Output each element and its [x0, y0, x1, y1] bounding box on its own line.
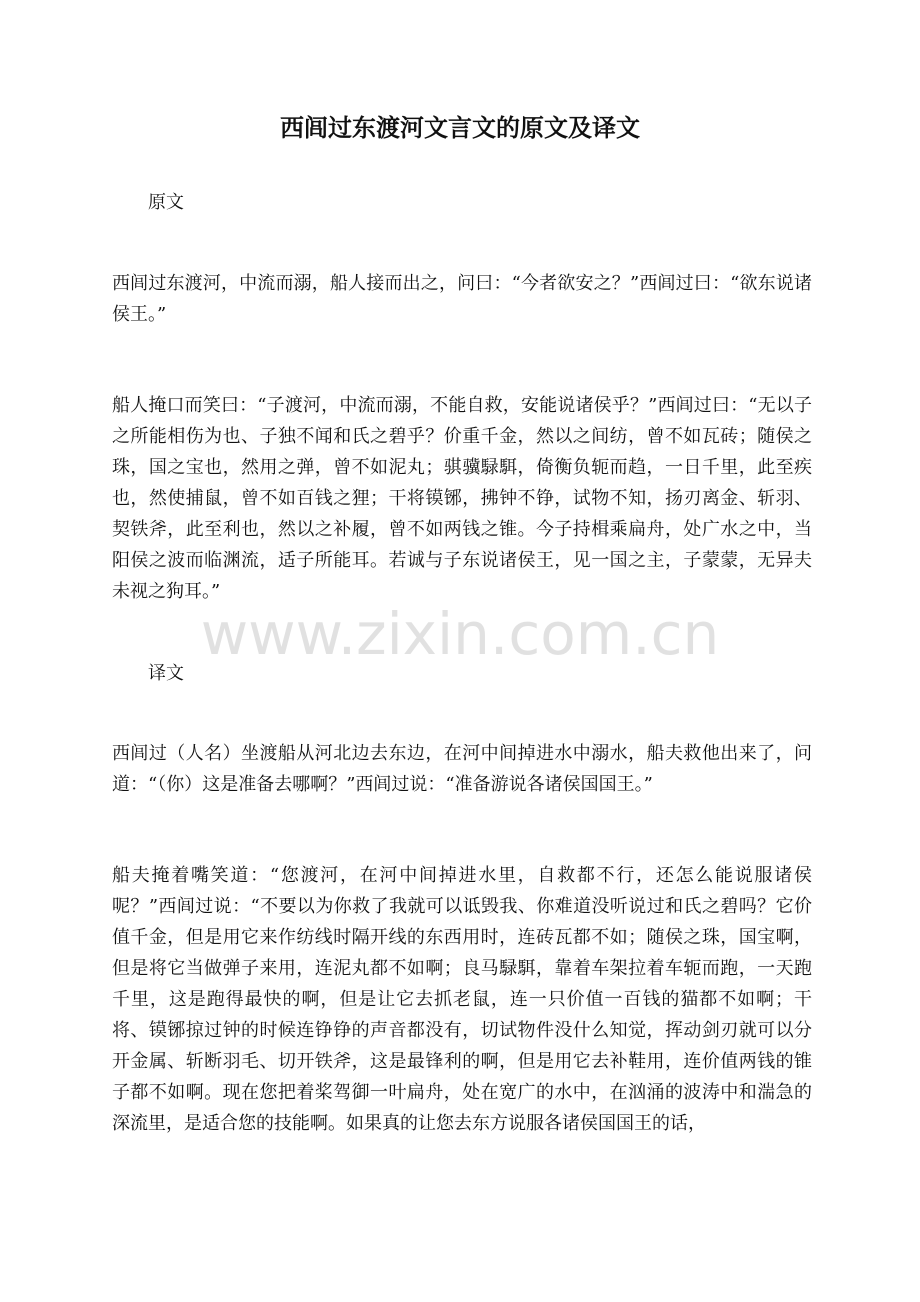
translation-paragraph-1: 西闾过（人名）坐渡船从河北边去东边，在河中间掉进水中溺水，船夫救他出来了，问道：“（你）这是准备去哪啊？”西闾过说：“准备游说各诸侯国国王。” — [112, 743, 812, 795]
translation-heading: 译文 — [148, 663, 184, 684]
document-title: 西闾过东渡河文言文的原文及译文 — [280, 113, 640, 142]
original-paragraph-1: 西闾过东渡河，中流而溺，船人接而出之，问曰：“今者欲安之？”西闾过曰：“欲东说诸侯王。” — [112, 273, 812, 325]
original-paragraph-2: 船人掩口而笑曰：“子渡河，中流而溺，不能自救，安能说诸侯乎？”西闾过曰：“无以子之所能相伤为也、子独不闻和氏之碧乎？价重千金，然以之间纺，曾不如瓦砖；随侯之珠，国之宝也，然用之弹，曾不如泥丸；骐骥騄駬，倚衡负轭而趋，一日千里，此至疾也，然使捕鼠，曾不如百钱之狸；干将镆铘，拂钟不铮，试物不知，扬刃离金、斩羽、契铁斧，此至利也，然以之补履，曾不如两钱之锥。今子持楫乘扁舟，处广水之中，当阳侯之波而临渊流，适子所能耳。若诚与子东说诸侯王，见一国之主，子蒙蒙，无异夫未视之狗耳。” — [112, 395, 812, 602]
original-heading: 原文 — [148, 192, 184, 213]
translation-paragraph-2: 船夫掩着嘴笑道：“您渡河，在河中间掉进水里，自救都不行，还怎么能说服诸侯呢？”西闾过说：“不要以为你救了我就可以诋毁我、你难道没听说过和氏之碧吗？它价值千金，但是用它来作纺线时隔开线的东西用时，连砖瓦都不如；随侯之珠，国宝啊，但是将它当做弹子来用，连泥丸都不如啊；良马騄駬，靠着车架拉着车轭而跑，一天跑千里，这是跑得最快的啊，但是让它去抓老鼠，连一只价值一百钱的猫都不如啊；干将、镆铘掠过钟的时候连铮铮的声音都没有，切试物件没什么知觉，挥动剑刃就可以分开金属、斩断羽毛、切开铁斧，这是最锋利的啊，但是用它去补鞋用，连价值两钱的锥子都不如啊。现在您把着桨驾御一叶扁舟，处在宽广的水中，在汹涌的波涛中和湍急的深流里，是适合您的技能啊。如果真的让您去东方说服各诸侯国国王的话， — [112, 865, 812, 1134]
watermark: www.zixin.com.cn — [200, 600, 720, 668]
